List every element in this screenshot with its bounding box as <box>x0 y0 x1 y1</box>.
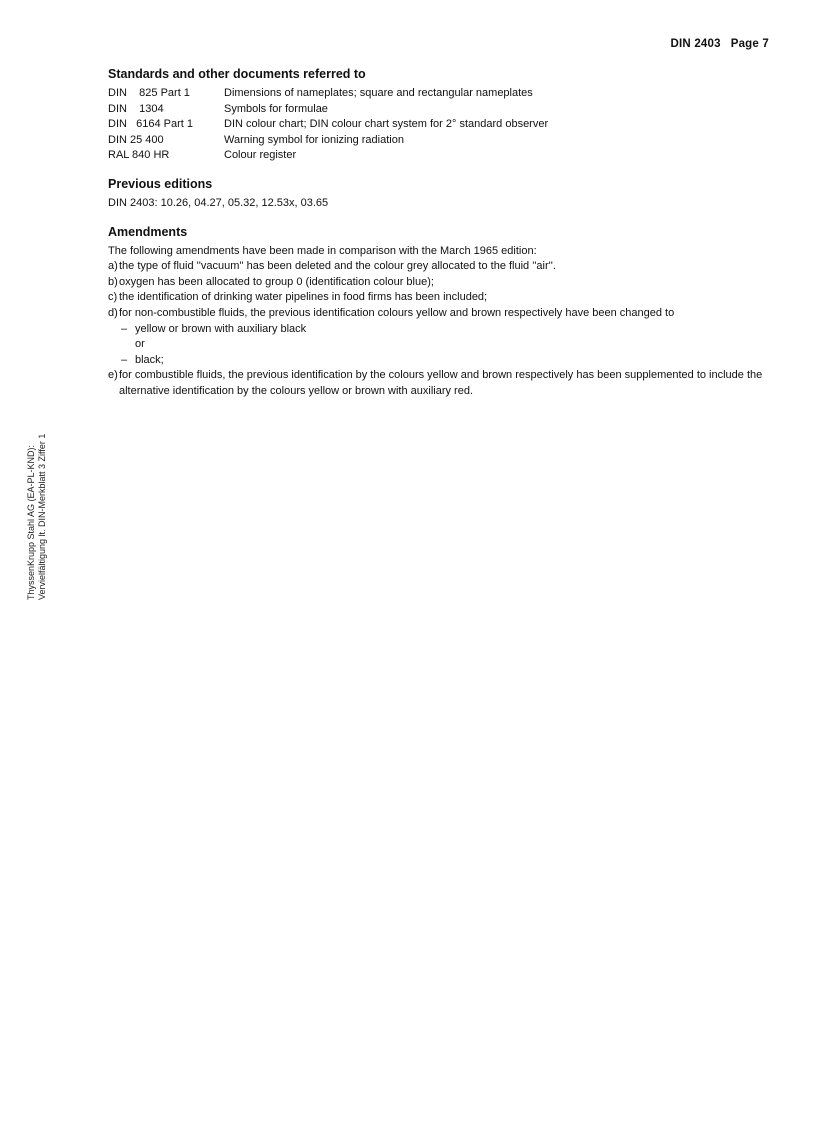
standard-description: DIN colour chart; DIN colour chart system for 2° standard observer <box>224 118 549 131</box>
standard-description: Warning symbol for ionizing radiation <box>224 133 404 146</box>
item-label: a) <box>108 260 118 273</box>
item-text: the identification of drinking water pipelines in food firms has been included; <box>119 291 488 304</box>
amendments-heading: Amendments <box>108 224 188 239</box>
table-row <box>108 102 548 118</box>
item-label: b) <box>108 275 118 288</box>
dash-marker: – <box>121 322 128 335</box>
amendments-intro: The following amendments have been made in comparison with the March 1965 edition: <box>108 244 537 257</box>
amendments-section <box>108 224 773 400</box>
side-annotation-line2: Vervielfältigung lt. DIN-Merkblatt 3 Ziffer 1 <box>37 433 47 600</box>
amendments-list <box>108 259 773 399</box>
standards-heading: Standards and other documents referred to <box>108 67 366 81</box>
table-row <box>108 86 548 102</box>
item-text: for combustible fluids, the previous identification by the colours yellow and brown respectively has been supplemented to include the alternative identification by the colours yellow or brown with auxiliary red. <box>119 369 763 397</box>
document-number: DIN 2403 <box>670 38 721 50</box>
sub-list <box>119 322 773 369</box>
standard-description: Dimensions of nameplates; square and rectangular nameplates <box>224 87 533 99</box>
previous-editions-text: DIN 2403: 10.26, 04.27, 05.32, 12.53x, 03.65 <box>108 196 329 209</box>
sub-item-text: yellow or brown with auxiliary black <box>135 322 307 335</box>
standards-section <box>108 66 773 164</box>
list-item <box>108 368 773 399</box>
table-row <box>108 117 548 133</box>
table-row <box>108 148 548 164</box>
dash-marker: – <box>121 353 128 366</box>
page-number: Page 7 <box>730 38 769 50</box>
item-text: for non-combustible fluids, the previous identification colours yellow and brown respectively have been changed to <box>119 306 675 319</box>
sub-list-item <box>121 353 773 369</box>
standards-table <box>108 86 548 164</box>
main-content <box>108 66 773 412</box>
page-header <box>671 38 769 50</box>
standard-description: Symbols for formulae <box>224 102 328 115</box>
sub-list-or: or <box>135 338 145 351</box>
item-label: d) <box>108 306 118 319</box>
side-annotation <box>26 434 48 600</box>
list-item <box>108 275 773 291</box>
standard-description: Colour register <box>224 149 297 162</box>
list-item <box>108 259 773 275</box>
table-row <box>108 133 548 149</box>
side-annotation-line1: ThyssenKrupp Stahl AG (EA-PL-KND): <box>26 444 36 600</box>
standard-code: RAL 840 HR <box>108 149 170 162</box>
item-text: oxygen has been allocated to group 0 (identification colour blue); <box>119 275 434 288</box>
list-item <box>108 290 773 306</box>
sub-item-text: black; <box>135 353 164 366</box>
standard-code: DIN 25 400 <box>108 133 164 146</box>
standard-code: DIN 1304 <box>108 102 164 115</box>
item-text: the type of fluid ''vacuum'' has been deleted and the colour grey allocated to the fluid ''air''. <box>119 260 556 273</box>
sub-list-item <box>121 322 773 338</box>
standard-code: DIN 825 Part 1 <box>108 87 190 99</box>
item-label: c) <box>108 291 118 304</box>
list-item <box>108 306 773 368</box>
item-label: e) <box>108 369 118 382</box>
standard-code: DIN 6164 Part 1 <box>108 118 193 131</box>
previous-editions-heading: Previous editions <box>108 176 213 191</box>
previous-editions-section <box>108 176 773 212</box>
